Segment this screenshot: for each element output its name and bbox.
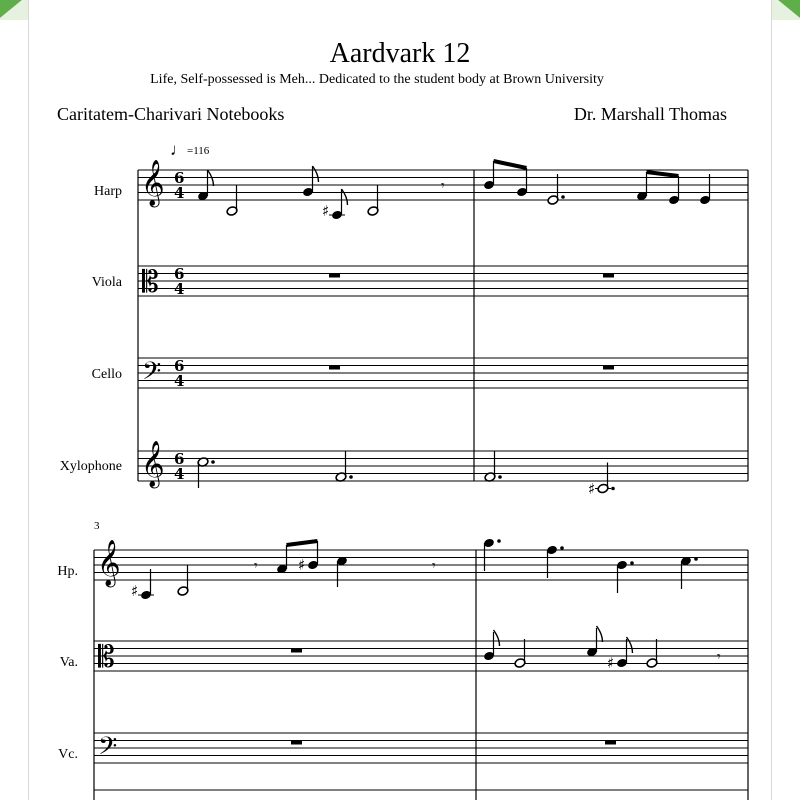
beam [647,172,679,176]
time-signature-numerator: 6 [174,265,185,283]
eighth-flag [342,189,348,205]
eighth-flag [627,637,633,653]
augmentation-dot [611,487,615,491]
time-signatures [174,169,184,483]
instrument-abbrev-harp: Hp. [57,564,78,579]
barlines [94,170,748,800]
sharp-icon: ♯ [131,582,139,600]
whole-rest [603,366,614,370]
eighth-flag [313,166,319,182]
score-title: Aardvark 12 [329,38,471,69]
publisher: Caritatem-Charivari Notebooks [57,104,285,124]
augmentation-dot [349,475,353,479]
augmentation-dot [211,460,215,464]
augmentation-dot [497,539,501,543]
time-signature-denominator: 4 [174,465,185,483]
staff-lines [94,170,748,790]
time-signature-denominator: 4 [174,372,185,390]
eighth-rest-icon: 𝄾 [432,558,436,574]
instrument-name-xylophone: Xylophone [59,459,122,474]
time-signature-numerator: 6 [174,169,185,187]
whole-rest [291,649,302,653]
instrument-name-cello: Cello [91,367,122,382]
instrument-name-harp: Harp [94,184,122,199]
beam [494,161,527,168]
augmentation-dot [694,557,698,561]
instrument-abbrev-cello: Vc. [58,747,78,762]
whole-rest [329,274,340,278]
time-signature-numerator: 6 [174,357,185,375]
composer: Dr. Marshall Thomas [573,104,727,124]
whole-rest [605,741,616,745]
whole-rest [603,274,614,278]
eighth-rest-icon: 𝄾 [254,558,258,574]
sharp-icon: ♯ [588,480,596,498]
bass-clef-icon: 𝄢 [98,732,118,767]
sharp-icon: ♯ [322,202,330,220]
treble-clef-icon: 𝄞 [141,441,165,487]
score-subtitle: Life, Self-possessed is Meh... Dedicated to the student body at Brown University [150,72,604,87]
sharp-icon: ♯ [298,556,306,574]
clefs [97,160,165,767]
augmentation-dot [630,561,634,565]
notes [131,161,721,745]
beam [287,541,318,545]
augmentation-dot [560,546,564,550]
treble-clef-icon: 𝄞 [97,540,121,586]
alto-clef-icon: 𝄡 [142,265,159,300]
instrument-abbrev-viola: Va. [59,655,78,670]
treble-clef-icon: 𝄞 [141,160,165,206]
instrument-name-viola: Viola [91,275,122,290]
time-signature-numerator: 6 [174,450,185,468]
alto-clef-icon: 𝄡 [98,640,115,675]
tempo-value: =116 [187,145,210,157]
measure-number: 3 [94,520,100,532]
eighth-rest-icon: 𝄾 [717,649,721,665]
bass-clef-icon: 𝄢 [142,357,162,392]
augmentation-dot [561,195,565,199]
quarter-note-icon: ♩ [170,140,187,159]
sharp-icon: ♯ [607,654,615,672]
eighth-flag [494,630,500,646]
eighth-rest-icon: 𝄾 [441,178,445,194]
augmentation-dot [498,475,502,479]
eighth-flag [597,626,603,642]
time-signature-denominator: 4 [174,280,185,298]
time-signature-denominator: 4 [174,184,185,202]
whole-rest [291,741,302,745]
whole-rest [329,366,340,370]
